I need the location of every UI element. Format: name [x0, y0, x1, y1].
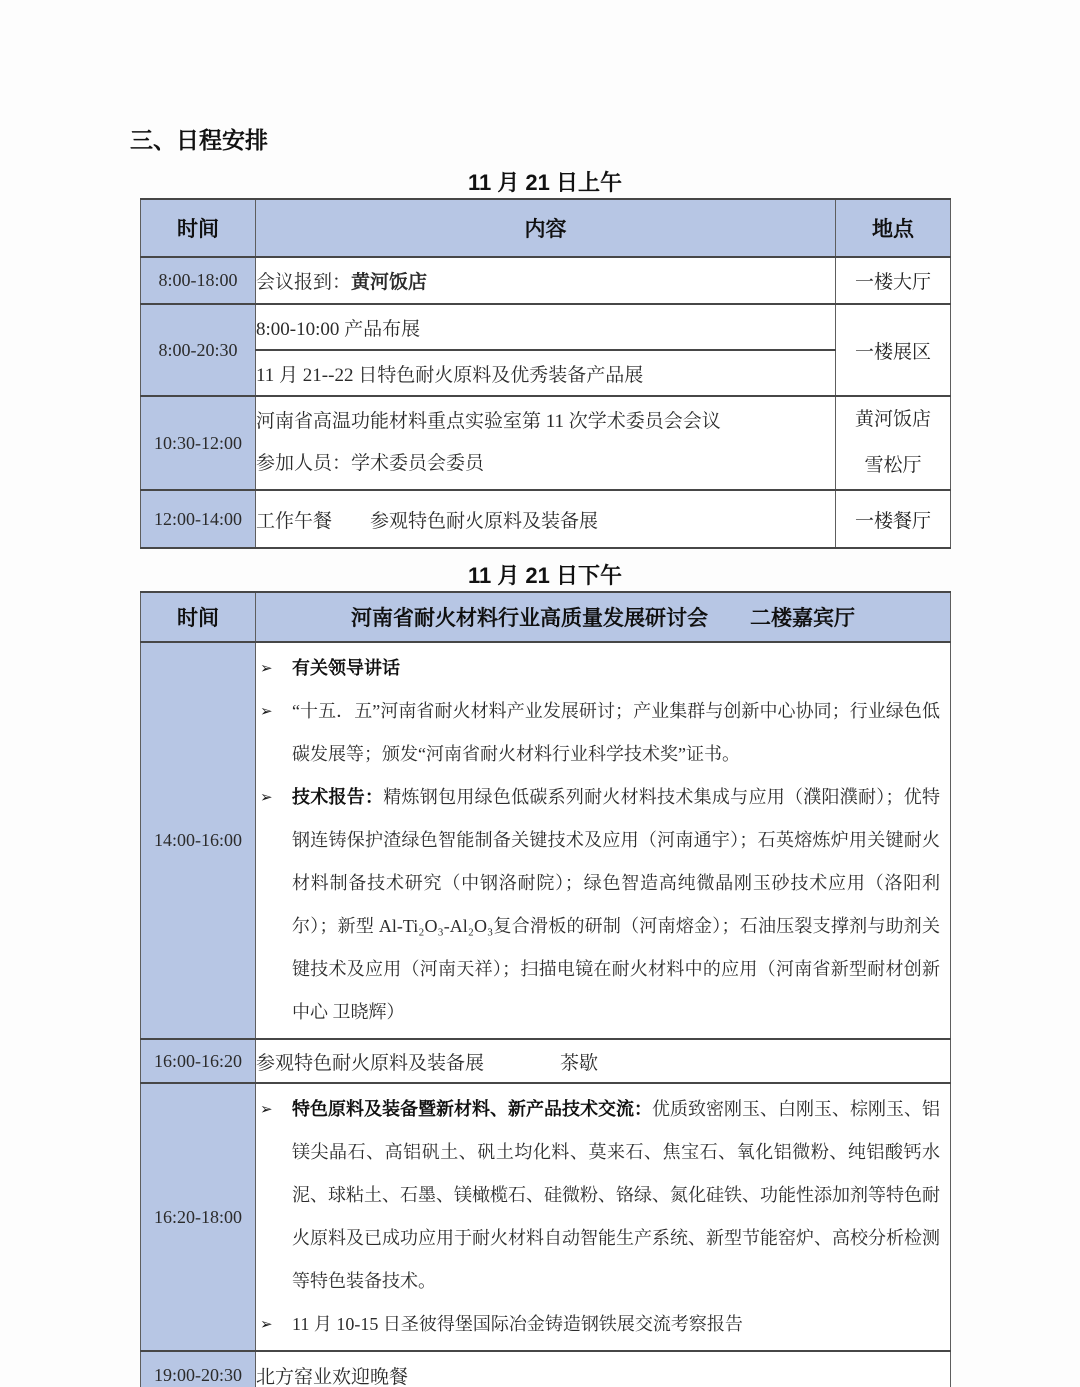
bullet-text [292, 690, 944, 776]
arrow-bullet-icon: ➢ [260, 788, 273, 806]
content-cell: 11 月 21--22 日特色耐火原料及优秀装备产品展 [256, 350, 836, 396]
table-row-exhibit-setup-2 [141, 350, 951, 396]
table-row-registration [141, 257, 951, 304]
table-row-dinner [141, 1351, 951, 1387]
bullet-item [256, 647, 944, 690]
location-cell: 一楼餐厅 [836, 490, 951, 548]
table-row-lunch [141, 490, 951, 548]
table-row-tour-break [141, 1039, 951, 1083]
bullet-text [292, 1088, 944, 1303]
bullet-text-run: “十五．五”河南省耐火材料产业发展研讨；产业集群与创新中心协同；行业绿色低碳发展等；颁发“河南省耐火材料行业科学技术奖”证书。 [292, 701, 940, 764]
column-header-location: 地点 [836, 199, 951, 257]
morning-schedule-table [140, 198, 951, 549]
bullet-list [256, 1084, 950, 1350]
time-cell: 8:00-18:00 [141, 257, 256, 304]
time-cell: 8:00-20:30 [141, 304, 256, 396]
bullet-text [292, 776, 944, 1034]
content-line: 河南省高温功能材料重点实验室第 11 次学术委员会会议 [256, 411, 721, 432]
table-row-forum [141, 642, 951, 1039]
content-cell [256, 1083, 951, 1351]
table-row-exchange [141, 1083, 951, 1351]
bullet-text-bold: 技术报告： [292, 787, 384, 807]
content-cell: 参观特色耐火原料及装备展 茶歇 [256, 1039, 951, 1083]
location-line: 雪松厅 [864, 455, 922, 476]
column-header-session-title: 河南省耐火材料行业高质量发展研讨会 二楼嘉宾厅 [256, 592, 951, 642]
column-header-time: 时间 [141, 592, 256, 642]
afternoon-header-row [141, 592, 951, 642]
content-cell [256, 396, 836, 490]
content-cell: 工作午餐 参观特色耐火原料及装备展 [256, 490, 836, 548]
afternoon-title: 11 月 21 日下午 [467, 563, 623, 588]
content-cell [256, 642, 951, 1039]
bullet-item [256, 776, 944, 1034]
location-line: 黄河饭店 [854, 409, 931, 430]
section-title: 三、日程安排 [130, 127, 268, 153]
arrow-bullet-icon: ➢ [260, 659, 273, 677]
bullet-text-run: 精炼钢包用绿色低碳系列耐火材料技术集成与应用（濮阳濮耐）；优特钢连铸保护渣绿色智能制备关键技术及应用（河南通宇）；石英熔炼炉用关键耐火材料制备技术研究（中钢洛耐院）；绿色智造高纯微晶刚玉砂技术应用（洛阳利尔）；新型 Al-Ti₂O₃-Al₂O₃复合滑板的研制（河南熔金）；石油压裂支撑剂与助剂关键技术及应用（河南天祥）；扫描电镜在耐火材料中的应用（河南省新型耐材创新中心 卫晓辉） [292, 787, 941, 1022]
bullet-item [256, 1088, 944, 1303]
content-text-bold: 黄河饭店 [351, 272, 428, 293]
bullet-text-bold: 有关领导讲话 [292, 658, 400, 678]
table-row-lab-meeting [141, 396, 951, 490]
column-header-content: 内容 [256, 199, 836, 257]
bullet-text [292, 1303, 944, 1346]
location-cell [836, 396, 951, 490]
content-text: 会议报到： [256, 272, 352, 293]
bullet-text-run: 优质致密刚玉、白刚玉、棕刚玉、铝镁尖晶石、高铝矾土、矾土均化料、莫来石、焦宝石、氧化铝微粉、纯铝酸钙水泥、球粘土、石墨、镁橄榄石、硅微粉、铬绿、氮化硅铁、功能性添加剂等特色耐火原料及已成功应用于耐火材料自动智能生产系统、新型节能窑炉、高校分析检测等特色装备技术。 [292, 1099, 940, 1291]
morning-header-row [141, 199, 951, 257]
location-cell: 一楼大厅 [836, 257, 951, 304]
location-cell: 一楼展区 [836, 304, 951, 396]
content-cell [256, 257, 836, 304]
bullet-text [292, 647, 944, 690]
arrow-bullet-icon: ➢ [260, 1315, 273, 1333]
afternoon-schedule-table [140, 591, 951, 1387]
bullet-text-bold: 特色原料及装备暨新材料、新产品技术交流： [292, 1099, 652, 1119]
bullet-item [256, 1303, 944, 1346]
column-header-time: 时间 [141, 199, 256, 257]
bullet-list [256, 643, 950, 1038]
arrow-bullet-icon: ➢ [260, 702, 273, 720]
time-cell: 16:00-16:20 [141, 1039, 256, 1083]
morning-title: 11 月 21 日上午 [467, 170, 623, 195]
time-cell: 16:20-18:00 [141, 1083, 256, 1351]
table-row-exhibit-setup-1 [141, 304, 951, 350]
content-line: 参加人员：学术委员会委员 [256, 453, 485, 474]
time-cell: 14:00-16:00 [141, 642, 256, 1039]
content-cell: 8:00-10:00 产品布展 [256, 304, 836, 350]
time-cell: 12:00-14:00 [141, 490, 256, 548]
bullet-text-run: 11 月 10-15 日圣彼得堡国际冶金铸造钢铁展交流考察报告 [292, 1314, 743, 1334]
arrow-bullet-icon: ➢ [260, 1100, 273, 1118]
time-cell: 10:30-12:00 [141, 396, 256, 490]
location-lines [836, 397, 950, 489]
content-lines [256, 401, 835, 485]
bullet-item [256, 690, 944, 776]
time-cell: 19:00-20:30 [141, 1351, 256, 1387]
content-cell: 北方窑业欢迎晚餐 [256, 1351, 951, 1387]
